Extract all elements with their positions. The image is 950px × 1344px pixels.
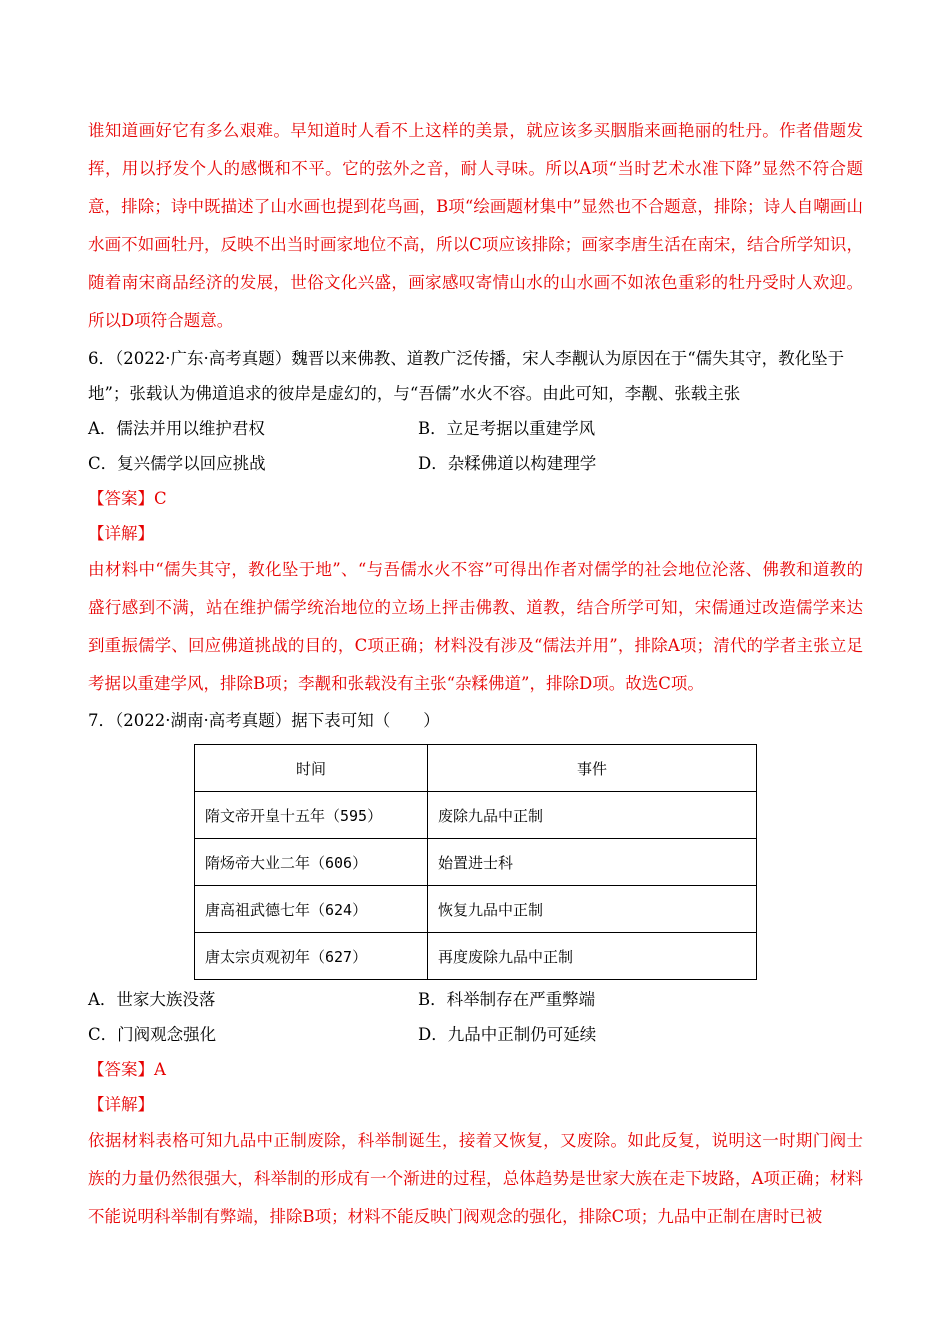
question-6-stem-line1: 6．（2022·广东·高考真题）魏晋以来佛教、道教广泛传播，宋人李觏认为原因在于“儒失其守，教化坠于 xyxy=(88,349,845,368)
table-header-event: 事件 xyxy=(428,745,757,792)
option-a: A．世家大族没落 xyxy=(88,990,216,1009)
detail-explanation: 依据材料表格可知九品中正制废除，科举制诞生，接着又恢复，又废除。如此反复，说明这一时期门阀士族的力量仍然很强大，科举制的形成有一个渐进的过程，总体趋势是世家大族在走下坡路，A项正确；材料不能说明科举制有弊端，排除B项；材料不能反映门阀观念的强化，排除C项；九品中正制在唐时已被 xyxy=(88,1131,863,1226)
table-cell-event: 始置进士科 xyxy=(428,839,757,886)
question-6-options-row1 xyxy=(88,411,863,446)
question-6-stem-line2: 地”；张载认为佛道追求的彼岸是虚幻的，与“吾儒”水火不容。由此可知，李觏、张载主张 xyxy=(88,384,741,403)
answer-line xyxy=(88,481,863,516)
option-a: A．儒法并用以维护君权 xyxy=(88,419,265,438)
detail-label: 【详解】 xyxy=(88,1095,154,1114)
table-cell-time: 唐高祖武德七年（624） xyxy=(195,886,428,933)
option-d: D．九品中正制仍可延续 xyxy=(418,1025,597,1044)
answer-value: C xyxy=(154,489,167,508)
table-cell-time: 唐太宗贞观初年（627） xyxy=(195,933,428,980)
table-cell-event: 恢复九品中正制 xyxy=(428,886,757,933)
question-6 xyxy=(88,341,863,703)
detail-label: 【详解】 xyxy=(88,524,154,543)
table-cell-time: 隋文帝开皇十五年（595） xyxy=(195,792,428,839)
detail-explanation: 由材料中“儒失其守，教化坠于地”、“与吾儒水火不容”可得出作者对儒学的社会地位沦落、佛教和道教的盛行感到不满，站在维护儒学统治地位的立场上抨击佛教、道教，结合所学可知，宋儒通过改造儒学来达到重振儒学、回应佛道挑战的目的，C项正确；材料没有涉及“儒法并用”，排除A项；清代的学者主张立足考据以重建学风，排除B项；李觏和张载没有主张“杂糅佛道”，排除D项。故选C项。 xyxy=(88,560,863,693)
table-header-row xyxy=(195,745,757,792)
history-table xyxy=(194,744,757,980)
answer-value: A xyxy=(154,1060,166,1079)
question-7-stem: 7．（2022·湖南·高考真题）据下表可知（ ） xyxy=(88,711,440,730)
option-c: C．门阀观念强化 xyxy=(88,1025,217,1044)
question-7 xyxy=(88,703,863,1236)
question-7-options-row2 xyxy=(88,1017,863,1052)
previous-answer-explanation: 谁知道画好它有多么艰难。早知道时人看不上这样的美景，就应该多买胭脂来画艳丽的牡丹。作者借题发挥，用以抒发个人的感慨和不平。它的弦外之音，耐人寻味。所以A项“当时艺术水准下降”显然不符合题意，排除；诗中既描述了山水画也提到花鸟画，B项“绘画题材集中”显然也不合题意，排除；诗人自嘲画山水画不如画牡丹，反映不出当时画家地位不高，所以C项应该排除；画家李唐生活在南宋，结合所学知识，随着南宋商品经济的发展，世俗文化兴盛，画家感叹寄情山水的山水画不如浓色重彩的牡丹受时人欢迎。所以D项符合题意。 xyxy=(88,121,863,330)
table-row xyxy=(195,933,757,980)
option-b: B．科举制存在严重弊端 xyxy=(418,990,596,1009)
option-d: D．杂糅佛道以构建理学 xyxy=(418,454,597,473)
answer-line xyxy=(88,1052,863,1087)
table-cell-time: 隋炀帝大业二年（606） xyxy=(195,839,428,886)
table-cell-event: 再度废除九品中正制 xyxy=(428,933,757,980)
table-cell-event: 废除九品中正制 xyxy=(428,792,757,839)
table-header-time: 时间 xyxy=(195,745,428,792)
table-row xyxy=(195,886,757,933)
table-row xyxy=(195,839,757,886)
answer-label: 【答案】 xyxy=(88,489,154,508)
question-6-options-row2 xyxy=(88,446,863,481)
page-content xyxy=(88,112,863,1236)
question-7-options-row1 xyxy=(88,982,863,1017)
table-row xyxy=(195,792,757,839)
answer-label: 【答案】 xyxy=(88,1060,154,1079)
option-c: C．复兴儒学以回应挑战 xyxy=(88,454,266,473)
option-b: B．立足考据以重建学风 xyxy=(418,419,596,438)
